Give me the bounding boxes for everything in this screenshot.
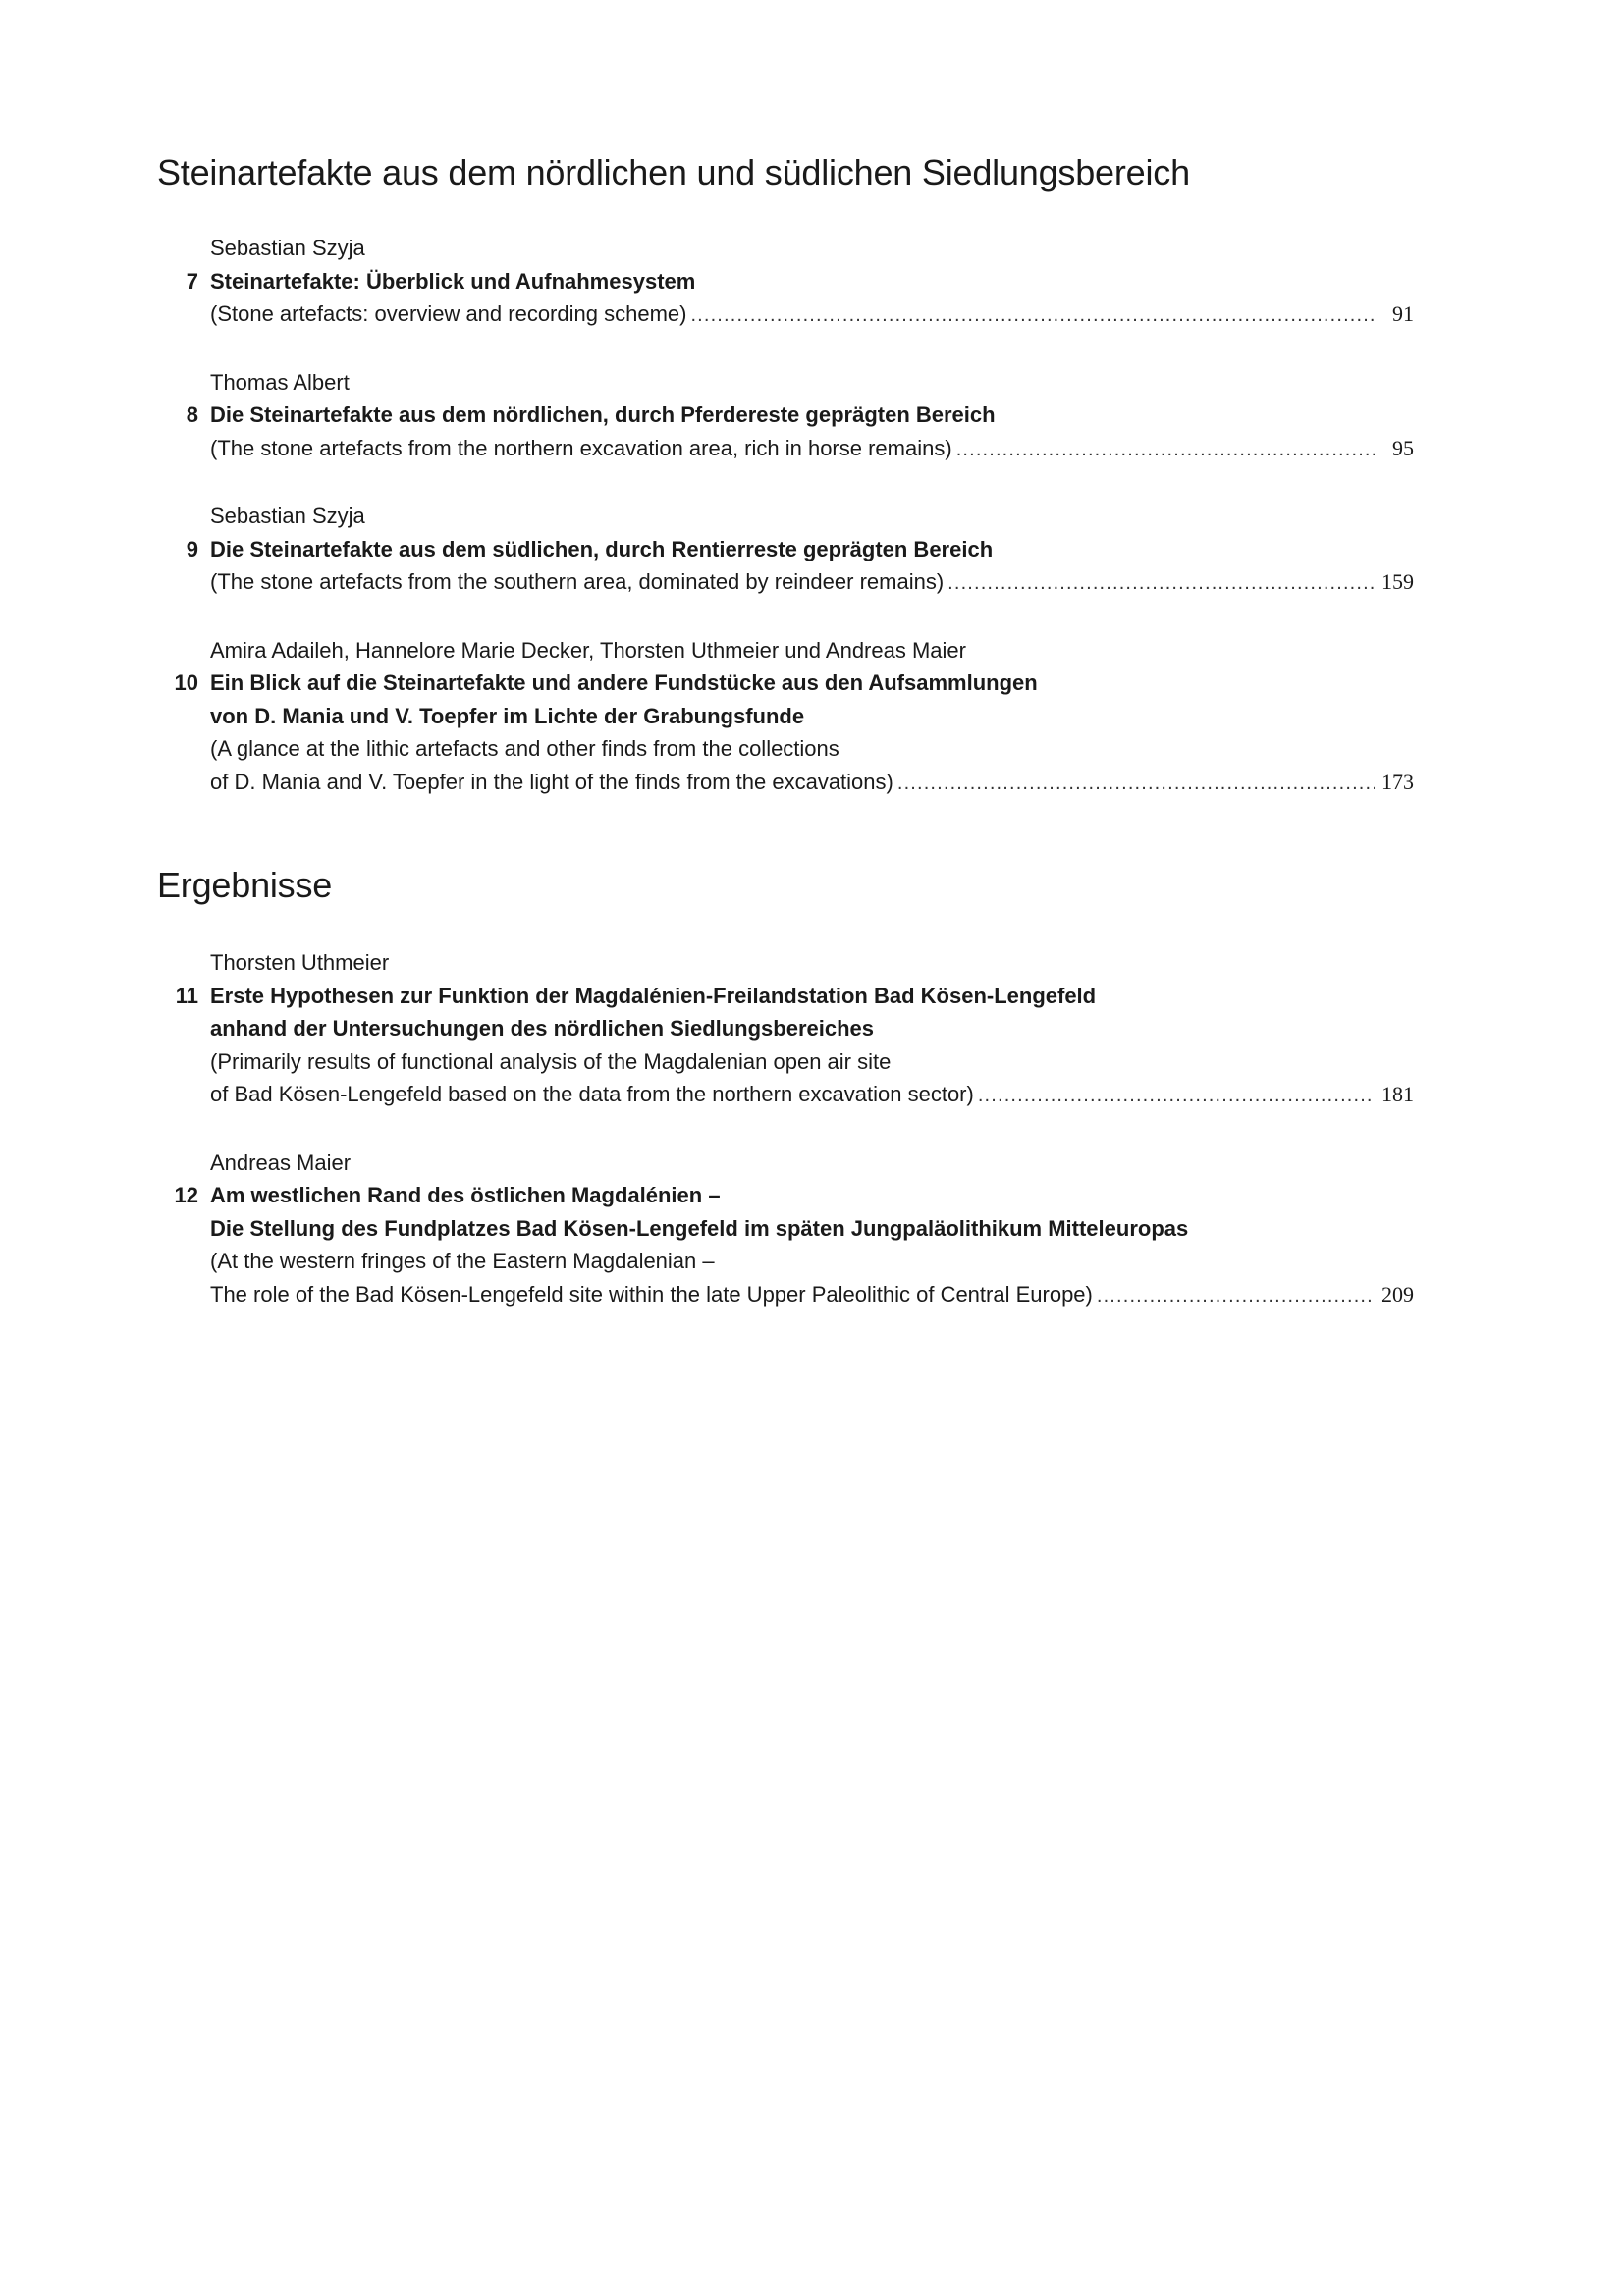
entry-page-number[interactable]: 209 [1381, 1281, 1414, 1307]
entry-page-number[interactable]: 91 [1392, 301, 1414, 326]
entry-number: 11 [175, 983, 198, 1008]
entry-number: 7 [186, 268, 198, 294]
entry-page-number[interactable]: 95 [1392, 435, 1414, 460]
dot-leader [1097, 1278, 1375, 1313]
entry-list [157, 232, 1414, 800]
entry-number: 9 [186, 536, 198, 561]
entry-translation: (The stone artefacts from the southern area, dominated by reindeer remains) [210, 569, 945, 594]
dot-leader [956, 432, 1375, 467]
entry-number: 12 [174, 1183, 198, 1207]
entry-title-continued: Die Stellung des Fundplatzes Bad Kösen-Lengefeld im späten Jungpaläolithikum Mitteleuropas [210, 1215, 1189, 1241]
toc-entry [157, 1147, 1414, 1313]
entry-page-number[interactable]: 173 [1381, 769, 1414, 794]
entry-author: Andreas Maier [210, 1149, 352, 1175]
dot-leader [947, 565, 1375, 601]
dot-leader [978, 1078, 1375, 1113]
entry-translation: (A glance at the lithic artefacts and other finds from the collections [210, 736, 839, 761]
entry-translation: (At the western fringes of the Eastern Magdalenian – [210, 1249, 715, 1273]
entry-translation: (Primarily results of functional analysis of the Magdalenian open air site [210, 1048, 892, 1074]
entry-list [157, 946, 1414, 1312]
entry-translation-continued: of D. Mania and V. Toepfer in the light of the finds from the excavations) [210, 769, 893, 794]
entry-translation-line [210, 432, 1414, 467]
entry-translation: (Stone artefacts: overview and recording scheme) [210, 301, 687, 326]
entry-translation-line [210, 1278, 1414, 1313]
entry-title: Die Steinartefakte aus dem südlichen, durch Rentierreste geprägten Bereich [210, 536, 994, 561]
entry-title: Steinartefakte: Überblick und Aufnahmesystem [210, 268, 696, 294]
toc-section [157, 151, 1414, 833]
dot-leader [690, 297, 1375, 333]
entry-title-continued: anhand der Untersuchungen des nördlichen Siedlungsbereiches [210, 1016, 875, 1041]
entry-translation-line [210, 1078, 1414, 1113]
entry-translation: (The stone artefacts from the northern excavation area, rich in horse remains) [210, 435, 952, 460]
toc-entry [157, 232, 1414, 333]
entry-translation-continued: of Bad Kösen-Lengefeld based on the data from the northern excavation sector) [210, 1082, 974, 1106]
dot-leader [897, 766, 1375, 801]
entry-translation-continued: The role of the Bad Kösen-Lengefeld site within the late Upper Paleolithic of Central Europe) [210, 1281, 1093, 1307]
toc-entry [157, 366, 1414, 467]
entry-author: Thomas Albert [210, 369, 350, 395]
entry-translation-line [210, 297, 1414, 333]
toc-entry [157, 946, 1414, 1113]
entry-translation-line [210, 565, 1414, 601]
entry-title: Erste Hypothesen zur Funktion der Magdalénien-Freilandstation Bad Kösen-Lengefeld [210, 983, 1097, 1008]
toc-section [157, 864, 1414, 1346]
entry-title-continued: von D. Mania und V. Toepfer im Lichte der Grabungsfunde [210, 703, 805, 728]
entry-author: Amira Adaileh, Hannelore Marie Decker, Thorsten Uthmeier und Andreas Maier [210, 637, 966, 663]
entry-author: Sebastian Szyja [210, 504, 365, 528]
entry-author: Thorsten Uthmeier [210, 950, 390, 975]
section-title: Ergebnisse [157, 865, 333, 905]
section-title: Steinartefakte aus dem nördlichen und südlichen Siedlungsbereich [157, 152, 1190, 192]
entry-number: 8 [186, 402, 198, 427]
entry-page-number[interactable]: 181 [1381, 1082, 1414, 1106]
entry-page-number[interactable]: 159 [1381, 569, 1414, 594]
entry-title: Die Steinartefakte aus dem nördlichen, durch Pferdereste geprägten Bereich [210, 402, 996, 427]
entry-author: Sebastian Szyja [210, 236, 365, 260]
toc-entry [157, 634, 1414, 801]
toc-entry [157, 500, 1414, 601]
entry-translation-line [210, 766, 1414, 801]
entry-title: Ein Blick auf die Steinartefakte und andere Fundstücke aus den Aufsammlungen [210, 670, 1038, 695]
entry-number: 10 [174, 670, 198, 695]
entry-title: Am westlichen Rand des östlichen Magdalénien – [210, 1183, 721, 1207]
